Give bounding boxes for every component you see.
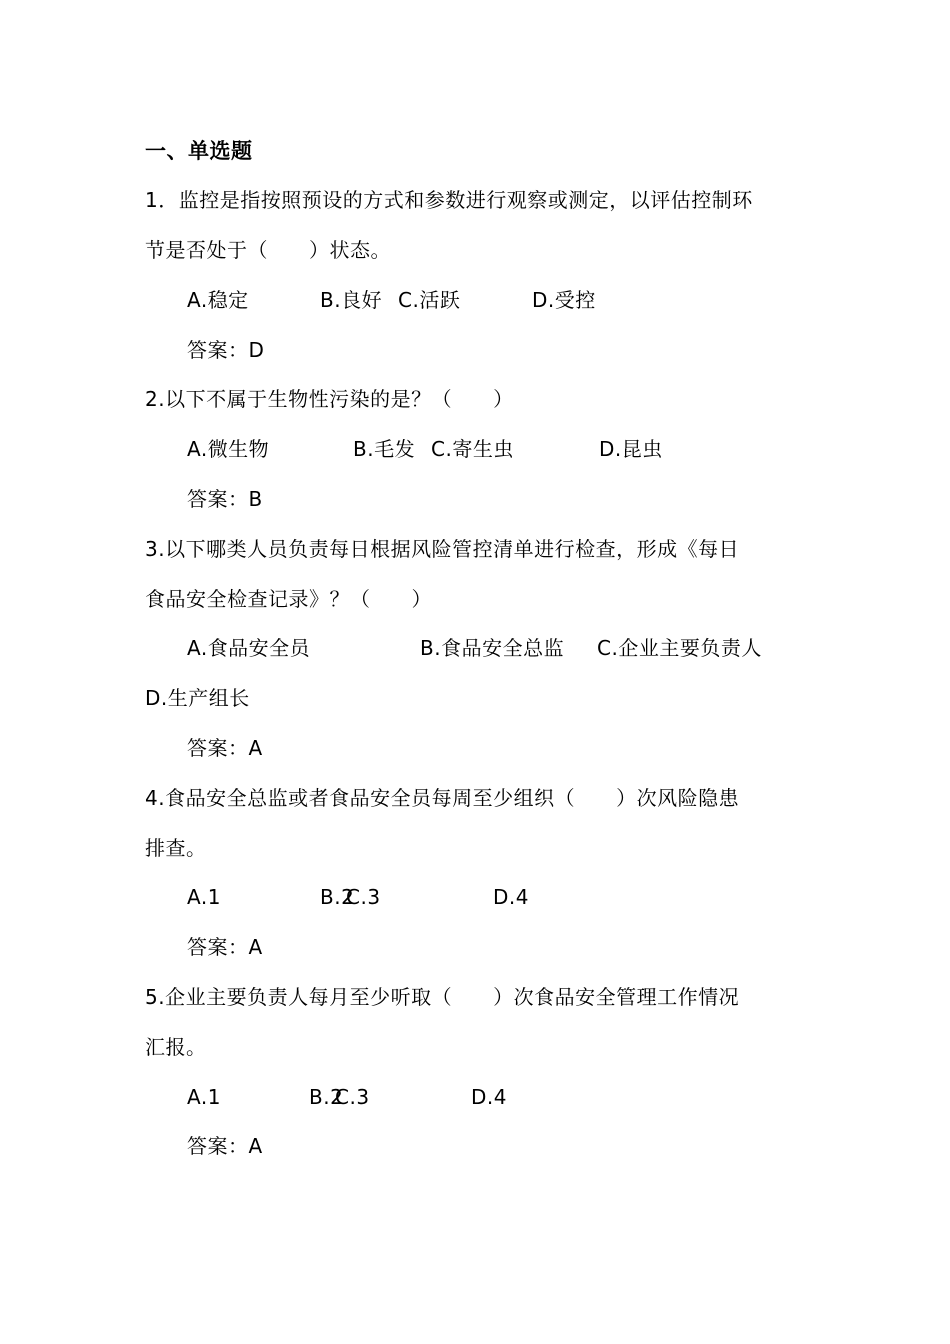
question-1-answer: 答案：D bbox=[187, 338, 265, 362]
question-4-option-b: B.2 bbox=[320, 885, 355, 909]
question-4-stem-line-1: 4.食品安全总监或者食品安全员每周至少组织（ ）次风险隐患 bbox=[145, 786, 740, 810]
question-2-option-d: D.昆虫 bbox=[599, 437, 663, 461]
question-1-option-c: C.活跃 bbox=[398, 288, 461, 312]
question-3-stem-line-2: 食品安全检查记录》？（ ） bbox=[145, 587, 432, 611]
question-4-option-d: D.4 bbox=[493, 885, 529, 909]
question-5-option-d: D.4 bbox=[471, 1085, 507, 1109]
question-1-stem-line-1: 1．监控是指按照预设的方式和参数进行观察或测定，以评估控制环 bbox=[145, 188, 753, 212]
question-4-stem-line-2: 排查。 bbox=[145, 836, 207, 860]
question-4-option-a: A.1 bbox=[187, 885, 221, 909]
question-4-option-c: C.3 bbox=[346, 885, 381, 909]
question-5-answer: 答案：A bbox=[187, 1134, 263, 1158]
question-3-option-c: C.企业主要负责人 bbox=[597, 636, 762, 660]
question-2-option-a: A.微生物 bbox=[187, 437, 270, 461]
question-2-option-c: C.寄生虫 bbox=[431, 437, 514, 461]
question-2-option-b: B.毛发 bbox=[353, 437, 416, 461]
question-1-stem-line-2: 节是否处于（ ）状态。 bbox=[145, 238, 391, 262]
question-5-stem-line-1: 5.企业主要负责人每月至少听取（ ）次食品安全管理工作情况 bbox=[145, 985, 740, 1009]
question-5-option-b: B.2 bbox=[309, 1085, 344, 1109]
question-3-option-d: D.生产组长 bbox=[145, 686, 250, 710]
question-2-stem-line-1: 2.以下不属于生物性污染的是？（ ） bbox=[145, 387, 514, 411]
question-5-option-a: A.1 bbox=[187, 1085, 221, 1109]
question-1-option-d: D.受控 bbox=[532, 288, 596, 312]
section-title: 一、单选题 bbox=[145, 139, 253, 163]
question-3-stem-line-1: 3.以下哪类人员负责每日根据风险管控清单进行检查，形成《每日 bbox=[145, 537, 740, 561]
question-2-answer: 答案：B bbox=[187, 487, 263, 511]
question-4-answer: 答案：A bbox=[187, 935, 263, 959]
question-1-option-b: B.良好 bbox=[320, 288, 383, 312]
question-3-option-a: A.食品安全员 bbox=[187, 636, 311, 660]
question-1-option-a: A.稳定 bbox=[187, 288, 249, 312]
question-3-answer: 答案：A bbox=[187, 736, 263, 760]
question-5-option-c: C.3 bbox=[335, 1085, 370, 1109]
question-5-stem-line-2: 汇报。 bbox=[145, 1035, 207, 1059]
question-3-option-b: B.食品安全总监 bbox=[420, 636, 565, 660]
